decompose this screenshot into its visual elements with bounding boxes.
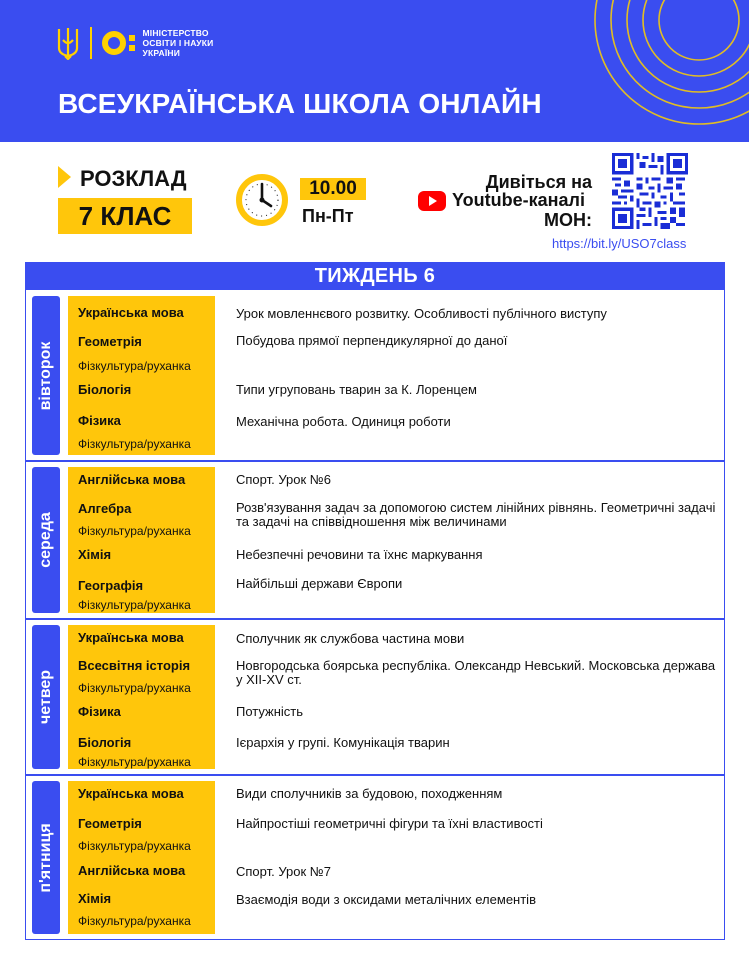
subject-name: Географія bbox=[78, 578, 144, 593]
subject-name: Фізика bbox=[78, 704, 121, 719]
qr-code-icon[interactable] bbox=[612, 153, 688, 229]
lesson-topic: Розв'язування задач за допомогою систем лінійних рівнянь. Геометричні задачі та задачі на співвідношення між величинами bbox=[236, 500, 716, 529]
subject-name: Всесвітня історія bbox=[78, 658, 191, 673]
lesson-topic: Ієрархія у групі. Комунікація тварин bbox=[236, 735, 450, 750]
trident-icon bbox=[56, 26, 80, 60]
subject-pe: Фізкультура/руханка bbox=[78, 839, 191, 853]
subject-name: Хімія bbox=[78, 547, 112, 562]
arrow-icon bbox=[58, 166, 71, 188]
watch-text-line-3: МОН: bbox=[544, 210, 592, 230]
subject-name: Українська мова bbox=[78, 305, 184, 320]
day-block-tuesday bbox=[25, 290, 725, 461]
clock-icon bbox=[235, 173, 289, 227]
day-label bbox=[32, 625, 60, 769]
ministry-line-1: МІНІСТЕРСТВО bbox=[142, 28, 209, 38]
lesson-topic: Небезпечні речовини та їхнє маркування bbox=[236, 547, 483, 562]
day-block-friday bbox=[25, 775, 725, 940]
header-banner bbox=[0, 0, 749, 142]
subject-pe: Фізкультура/руханка bbox=[78, 598, 191, 612]
subjects-column bbox=[68, 296, 215, 455]
subject-name: Англійська мова bbox=[78, 472, 186, 487]
subject-name: Хімія bbox=[78, 891, 112, 906]
mon-logo-icon bbox=[102, 31, 135, 55]
lesson-topic: Побудова прямої перпендикулярної до даної bbox=[236, 333, 508, 348]
ministry-logo bbox=[56, 26, 213, 60]
decorative-arcs bbox=[549, 0, 749, 142]
watch-text-line-1: Дивіться на bbox=[485, 172, 592, 192]
lesson-topic: Потужність bbox=[236, 704, 304, 719]
lesson-topic: Найбільші держави Європи bbox=[236, 576, 403, 591]
grade-badge: 7 КЛАС bbox=[58, 198, 192, 234]
schedule-label: РОЗКЛАД bbox=[80, 166, 187, 191]
lesson-topic: Новгородська боярська республіка. Олександр Невський. Московська держава у XII-XV ст. bbox=[236, 658, 716, 687]
youtube-icon bbox=[418, 191, 446, 211]
logo-divider bbox=[90, 27, 92, 59]
subject-name: Українська мова bbox=[78, 786, 184, 801]
lesson-topic: Сполучник як службова частина мови bbox=[236, 631, 465, 646]
channel-suffix: -каналі bbox=[522, 190, 585, 210]
lesson-topic: Спорт. Урок №6 bbox=[236, 472, 331, 487]
subject-pe: Фізкультура/руханка bbox=[78, 524, 191, 538]
week-header: ТИЖДЕНЬ 6 bbox=[25, 262, 725, 290]
subject-name: Українська мова bbox=[78, 630, 184, 645]
subject-pe: Фізкультура/руханка bbox=[78, 359, 191, 373]
subject-name: Геометрія bbox=[78, 334, 142, 349]
broadcast-days: Пн-Пт bbox=[302, 206, 354, 226]
day-name: п'ятниця bbox=[37, 822, 54, 893]
subject-name: Алгебра bbox=[78, 501, 132, 516]
day-block-wednesday bbox=[25, 461, 725, 619]
youtube-channel-line bbox=[418, 190, 585, 211]
day-block-thursday bbox=[25, 619, 725, 775]
subjects-column bbox=[68, 467, 215, 613]
day-name: четвер bbox=[37, 669, 54, 725]
lesson-topic: Взаємодія води з оксидами металічних елементів bbox=[236, 892, 536, 907]
subject-name: Геометрія bbox=[78, 816, 142, 831]
day-label bbox=[32, 467, 60, 613]
lesson-topic: Механічна робота. Одиниця роботи bbox=[236, 414, 451, 429]
page-title: ВСЕУКРАЇНСЬКА ШКОЛА ОНЛАЙН bbox=[58, 88, 542, 119]
broadcast-time: 10.00 bbox=[300, 178, 366, 200]
ministry-line-2: ОСВІТИ І НАУКИ bbox=[142, 38, 214, 48]
lesson-topic: Типи угруповань тварин за К. Лоренцем bbox=[236, 382, 477, 397]
day-name: середа bbox=[37, 512, 54, 568]
day-label bbox=[32, 781, 60, 934]
ministry-name bbox=[143, 28, 214, 58]
youtube-label: Youtube bbox=[452, 190, 523, 210]
lesson-topic: Види сполучників за будовою, походженням bbox=[236, 786, 503, 801]
lesson-topic: Урок мовленнєвого розвитку. Особливості публічного виступу bbox=[236, 306, 607, 321]
subjects-column bbox=[68, 625, 215, 769]
subject-name: Біологія bbox=[78, 735, 132, 750]
lesson-topic: Спорт. Урок №7 bbox=[236, 864, 331, 879]
subjects-column bbox=[68, 781, 215, 934]
subject-name: Біологія bbox=[78, 382, 132, 397]
subject-pe: Фізкультура/руханка bbox=[78, 681, 191, 695]
subject-pe: Фізкультура/руханка bbox=[78, 437, 191, 451]
subject-name: Фізика bbox=[78, 413, 121, 428]
youtube-link[interactable]: https://bit.ly/USO7class bbox=[552, 236, 687, 251]
ministry-line-3: УКРАЇНИ bbox=[142, 48, 181, 58]
subject-pe: Фізкультура/руханка bbox=[78, 755, 191, 769]
subject-name: Англійська мова bbox=[78, 863, 186, 878]
day-name: вівторок bbox=[37, 341, 54, 410]
subject-pe: Фізкультура/руханка bbox=[78, 914, 191, 928]
lesson-topic: Найпростіші геометричні фігури та їхні властивості bbox=[236, 816, 543, 831]
day-label bbox=[32, 296, 60, 455]
